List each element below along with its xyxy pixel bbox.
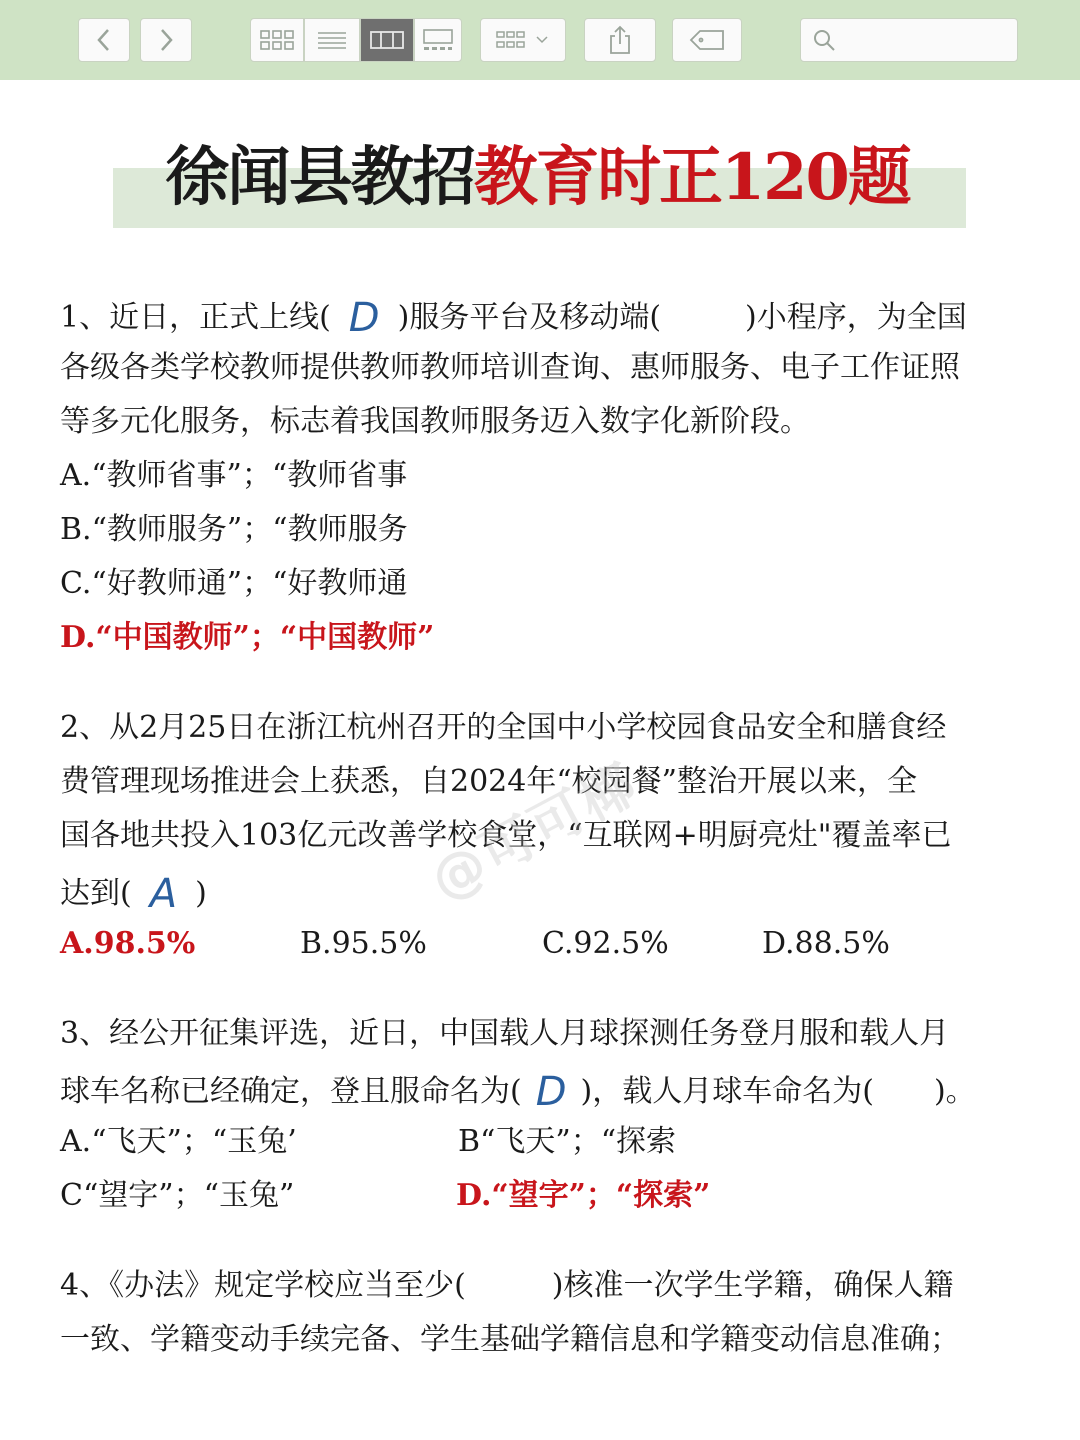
q1-text-a: 1、近日，正式上线( [60,300,331,335]
q1-text-c: )小程序，为全国 [745,300,967,335]
q3-option-b: B“飞天”；“探索 [458,1124,677,1159]
toolbar [0,0,1080,80]
tag-icon [688,29,726,51]
q2-option-a-correct: A.98.5% [60,926,196,961]
q1-handwritten-answer: D [348,295,380,341]
group-by-button[interactable] [480,18,566,62]
q3-option-a: A.“飞天”；“玉兔’ [60,1124,297,1159]
q2-handwritten-answer: A [149,871,178,917]
q2-line-3: 国各地共投入103亿元改善学校食堂，“互联网+明厨亮灶"覆盖率已 [60,818,952,853]
forward-button[interactable] [140,18,192,62]
q3-option-c: C“望字”；“玉兔” [60,1178,295,1213]
q2-line-4 [60,870,207,917]
tag-button[interactable] [672,18,742,62]
list-view-button[interactable] [304,18,360,62]
q3-line-2 [60,1068,976,1115]
q4-line-2: 一致、学籍变动手续完备、学生基础学籍信息和学籍变动信息准确； [60,1322,960,1357]
grid-view-button[interactable] [250,18,304,62]
grid-view-icon [259,28,295,52]
search-input[interactable] [800,18,1018,62]
back-icon [94,27,114,53]
q2-option-c: C.92.5% [542,926,669,961]
q1-line-2: 各级各类学校教师提供教师教师培训查询、惠师服务、电子工作证照 [60,350,960,385]
q2-option-b: B.95.5% [300,926,427,961]
q1-option-a: A.“教师省事”；“教师省事 [60,458,408,493]
column-view-icon [369,29,405,51]
q1-line-3: 等多元化服务，标志着我国教师服务迈入数字化新阶段。 [60,404,810,439]
column-view-button[interactable] [360,18,414,62]
q3-text-a: 球车名称已经确定，登且服命名为( [60,1074,522,1109]
title-part-1: 徐闻县教招 [165,140,474,215]
q2-option-d: D.88.5% [762,926,890,961]
watermark: @可可椰 [420,751,648,913]
q4-text-a: 4、《办法》规定学校应当至少( [60,1268,466,1303]
q3-option-d-correct: D.“望字”；“探索” [456,1178,711,1213]
list-view-icon [316,29,348,51]
q1-option-c: C.“好教师通”；“好教师通 [60,566,408,601]
q1-line-1 [60,294,967,341]
q4-text-b: )核准一次学生学籍，确保人籍 [551,1268,954,1303]
q3-text-c: )。 [933,1074,976,1109]
back-button[interactable] [78,18,130,62]
group-icon [493,28,553,52]
q1-option-b: B.“教师服务”；“教师服务 [60,512,408,547]
q2-line-1: 2、从2月25日在浙江杭州召开的全国中小学校园食品安全和膳食经 [60,710,947,745]
title-part-2: 教育时正120题 [473,140,910,215]
q2-line-2: 费管理现场推进会上获悉，自2024年“校园餐”整治开展以来，全 [60,764,918,799]
gallery-view-icon [421,28,455,52]
q1-option-d-correct: D.“中国教师”；“中国教师” [60,620,435,655]
share-icon [607,25,633,55]
share-button[interactable] [584,18,656,62]
q4-line-1 [60,1266,954,1306]
q3-handwritten-answer: D [535,1069,567,1115]
q3-line-1: 3、经公开征集评选，近日，中国载人月球探测任务登月服和载人月 [60,1016,950,1051]
forward-icon [156,27,176,53]
search-icon [811,27,837,53]
gallery-view-button[interactable] [414,18,462,62]
q3-text-b: )，载人月球车命名为( [580,1074,874,1109]
page-title [0,138,1075,218]
q1-text-b: )服务平台及移动端( [397,300,662,335]
q2-text-b: ) [195,876,207,911]
q2-text-a: 达到( [60,876,132,911]
